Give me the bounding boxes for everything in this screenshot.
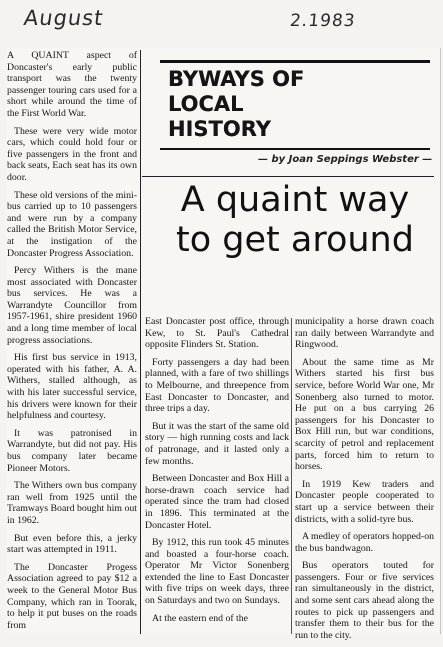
paragraph: It was patronised in Warrandyte, but did not pay. His bus company later became Pioneer Motors. [7, 427, 137, 474]
column-divider-2 [291, 318, 292, 634]
paragraph: A QUAINT aspect of Doncaster's early public transport was the twenty passenger touring cars used for a short while around the time of the First World War. [7, 50, 137, 119]
article-column-2 [145, 316, 289, 630]
headline-line-2: to get around [176, 220, 414, 260]
paragraph: Bus operators touted for passengers. Four or five services ran simultaneously in the district, and some sent cars ahead along the routes to pick up passengers and transfer them to their bus for the run to the city. [295, 560, 434, 641]
paragraph: East Doncaster post office, through Kew, to St. Paul's Cathedral opposite Flinders St. Station. [145, 316, 289, 351]
column-title-line-3: HISTORY [168, 117, 271, 141]
paragraph: municipality a horse drawn coach ran daily between Warrandyte and Ringwood. [295, 316, 434, 351]
handwritten-month: August [22, 6, 106, 30]
paragraph: But it was the start of the same old story — high running costs and lack of patronage, and it lasted only a few months. [145, 420, 289, 467]
article-column-3 [295, 316, 434, 647]
paragraph: His first bus service in 1913, operated with his father, A. A. Withers, stalled although, as with his later successful service, his drivers were known for their helpfulness and courtesy. [7, 352, 137, 422]
paragraph: By 1912, this run took 45 minutes and boasted a four-horse coach. Operator Mr Victor Sonenberg extended the line to East Doncaster with five trips on week days, three on Saturdays and two on Sundays. [145, 537, 289, 607]
column-divider-1 [140, 50, 141, 634]
paragraph: Between Doncaster and Box Hill a horse-drawn coach service had operated since the tram had closed in 1896. This terminated at the Doncaster Hotel. [145, 473, 289, 531]
byline: — by Joan Seppings Webster — [258, 154, 433, 165]
column-title-box [160, 60, 430, 150]
headline [152, 180, 438, 260]
article-column-1 [7, 50, 137, 637]
column-title-line-2: LOCAL [168, 92, 244, 116]
paragraph: In 1919 Kew traders and Doncaster people cooperated to start up a service between their districts, with a solid-tyre bus. [295, 478, 434, 525]
headline-line-1: A quaint way [180, 180, 410, 220]
handwritten-date: 2.1983 [288, 11, 357, 31]
headline-rule [142, 176, 434, 177]
column-title-line-1: BYWAYS OF [168, 67, 305, 91]
paragraph: Forty passengers a day had been planned, with a fare of two shillings to Melbourne, and threepence from East Doncaster to Doncaster, and three trips a day. [145, 356, 289, 415]
paragraph: At the eastern end of the [152, 612, 249, 624]
paragraph: The Doncaster Progess Association agreed to pay $12 a week to the General Motor Bus Company, which ran in Toorak, to help it put buses on the roads from [7, 561, 137, 631]
paragraph: These old versions of the mini-bus carried up to 10 passengers and were run by a company called the British Motor Service, at the instigation of the Doncaster Progress Association. [7, 189, 137, 259]
paragraph: The Withers own bus company ran well from 1925 until the Tramways Board bought him out in 1962. [7, 480, 137, 526]
paragraph: These were very wide motor cars, which could hold four or five passengers in the front and back seats, Each seat has its own door. [7, 125, 137, 183]
paragraph: Percy Withers is the mane most associated with Doncaster bus services. He was a Warrandyte Councillor from 1957-1961, shire president 1960 and a long time member of local progress associations. [7, 265, 137, 346]
paragraph: But even before this, a jerky start was attempted in 1911. [7, 532, 137, 556]
paragraph: A medley of operators hopped-on the bus bandwagon. [295, 531, 434, 554]
paragraph: About the same time as Mr Withers started his first bus service, before World War one, Mr Sonenberg also turned to motor. He put on a bus carrying 26 passengers for his Doncaster to Box Hill run, but war conditions, scarcity of petrol and replacement parts, forced him to return to horses. [295, 356, 434, 473]
